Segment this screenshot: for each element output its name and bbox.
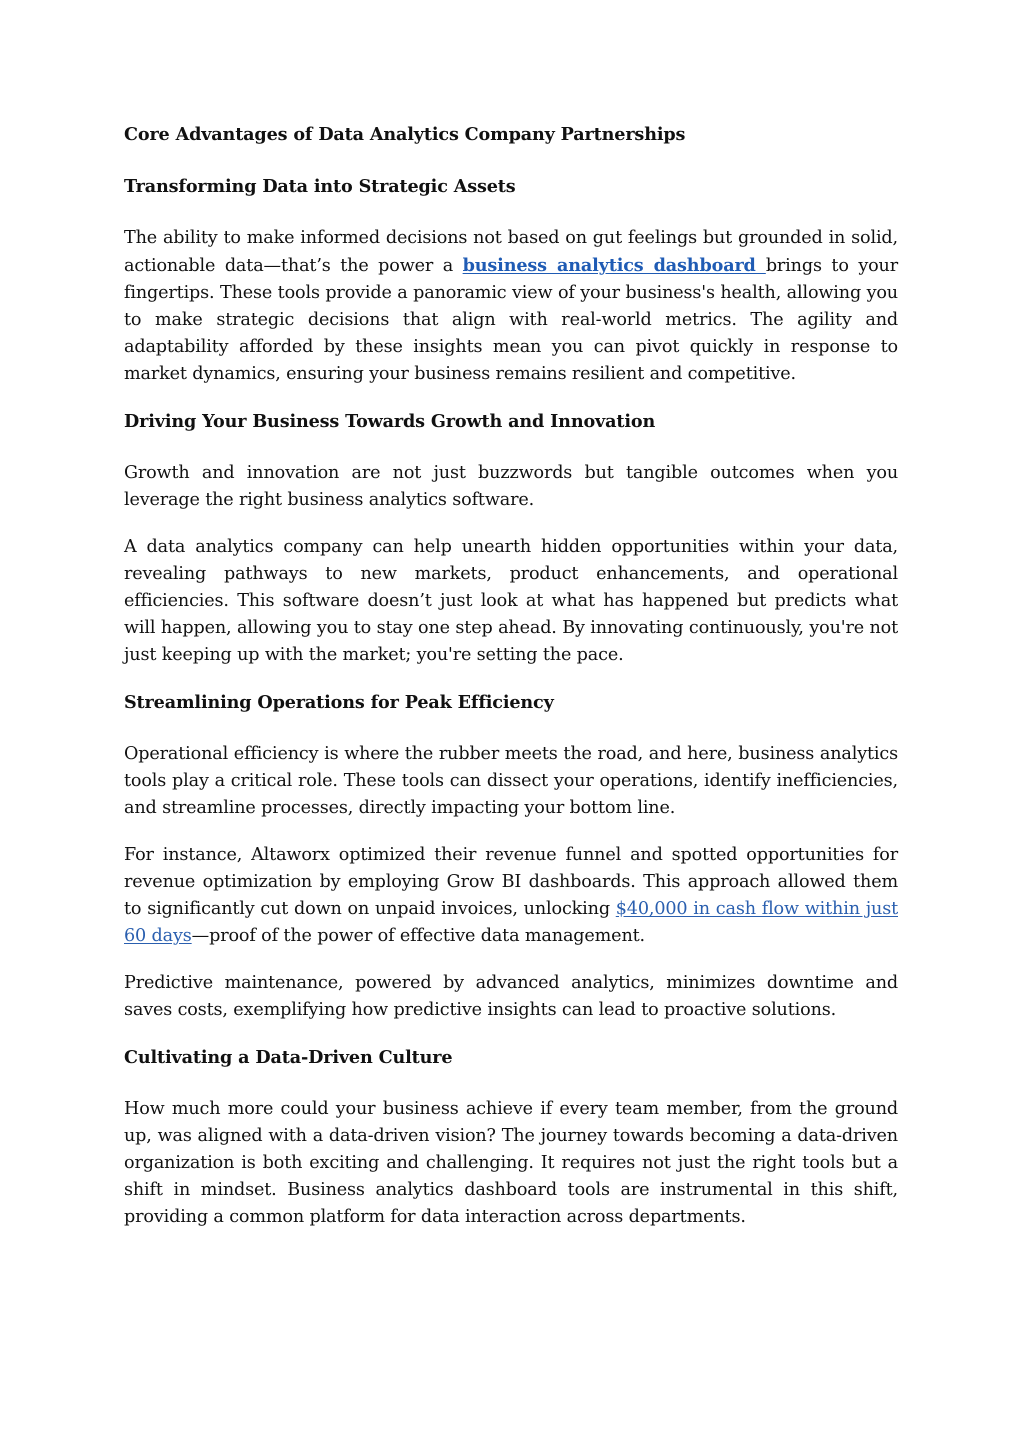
paragraph-text: For instance, Altaworx optimized their revenue funnel and spotted opportunities for revenue optimization by employing Grow BI dashboards. This approach allowed them to significantly cut down on unpaid invoices, unlocking: [124, 845, 898, 919]
business-analytics-dashboard-link[interactable]: business analytics dashboard: [462, 255, 766, 276]
section-streamlining-operations: [124, 689, 898, 1024]
section-heading: Cultivating a Data-Driven Culture: [124, 1047, 453, 1068]
paragraph: Growth and innovation are not just buzzwords but tangible outcomes when you leverage the right business analytics software.: [124, 463, 898, 510]
document-page: [124, 121, 898, 1251]
paragraph: [124, 842, 898, 950]
section-growth-innovation: [124, 408, 898, 669]
paragraph-text: —proof of the power of effective data management.: [191, 926, 645, 946]
paragraph: Operational efficiency is where the rubber meets the road, and here, business analytics tools play a critical role. These tools can dissect your operations, identify inefficiencies, and streamline processes, directly impacting your bottom line.: [124, 744, 898, 818]
paragraph: [124, 225, 898, 388]
section-heading: Streamlining Operations for Peak Efficiency: [124, 692, 554, 713]
cash-flow-case-study-link[interactable]: $40,000 in cash flow within just 60 days: [124, 899, 898, 946]
section-transforming-data: [124, 173, 898, 388]
section-heading: Transforming Data into Strategic Assets: [124, 176, 516, 197]
paragraph: How much more could your business achieve if every team member, from the ground up, was aligned with a data-driven vision? The journey towards becoming a data-driven organization is both exciting and challenging. It requires not just the right tools but a shift in mindset. Business analytics dashboard tools are instrumental in this shift, providing a common platform for data interaction across departments.: [124, 1099, 898, 1227]
document-title: Core Advantages of Data Analytics Company Partnerships: [124, 124, 686, 145]
paragraph-text: brings to your fingertips. These tools provide a panoramic view of your business's health, allowing you to make strategic decisions that align with real-world metrics. The agility and adaptability afforded by these insights mean you can pivot quickly in response to market dynamics, ensuring your business remains resilient and competitive.: [124, 256, 898, 384]
paragraph: A data analytics company can help unearth hidden opportunities within your data, revealing pathways to new markets, product enhancements, and operational efficiencies. This software doesn’t just look at what has happened but predicts what will happen, allowing you to stay one step ahead. By innovating continuously, you're not just keeping up with the market; you're setting the pace.: [124, 537, 898, 665]
section-heading: Driving Your Business Towards Growth and Innovation: [124, 411, 656, 432]
section-data-driven-culture: [124, 1044, 898, 1231]
paragraph-text: The ability to make informed decisions not based on gut feelings but grounded in solid, actionable data—that’s the power a: [124, 228, 898, 276]
paragraph: Predictive maintenance, powered by advanced analytics, minimizes downtime and saves costs, exemplifying how predictive insights can lead to proactive solutions.: [124, 973, 898, 1020]
